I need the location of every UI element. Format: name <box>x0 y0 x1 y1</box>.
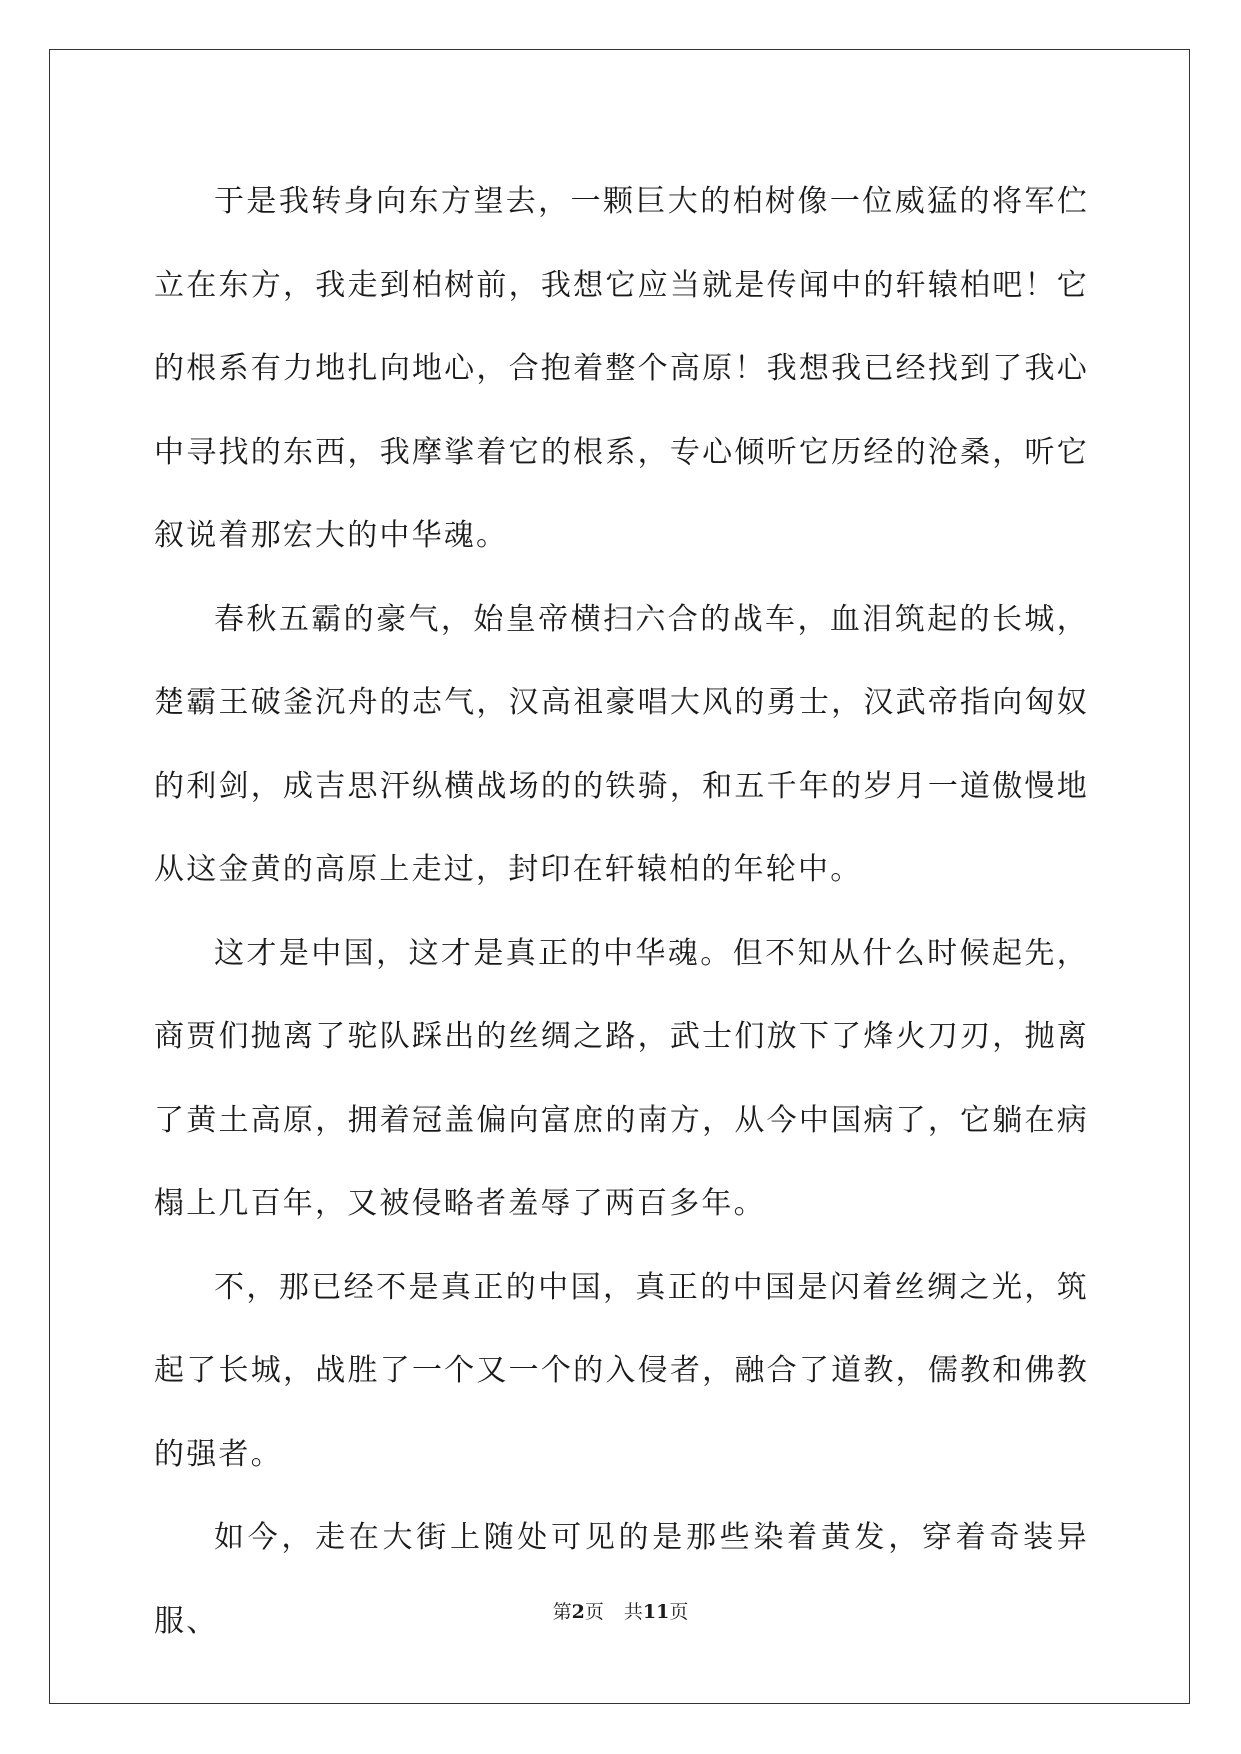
current-page-number: 2 <box>571 1601 585 1623</box>
page-footer <box>0 1597 1241 1624</box>
page-prefix: 第 <box>552 1601 572 1623</box>
paragraph-3: 这才是中国，这才是真正的中华魂。但不知从什么时候起先，商贾们抛离了驼队踩出的丝绸之路，武士们放下了烽火刀刃，抛离了黄土高原，拥着冠盖偏向富庶的南方，从今中国病了，它躺在病榻上几百年，又被侵略者羞辱了两百多年。 <box>154 935 1089 1221</box>
page-unit: 页 <box>584 1601 604 1623</box>
total-page-number: 11 <box>642 1601 670 1623</box>
paragraph-2: 春秋五霸的豪气，始皇帝横扫六合的战车，血泪筑起的长城，楚霸王破釜沉舟的志气，汉高祖豪唱大风的勇士，汉武帝指向匈奴的利剑，成吉思汗纵横战场的的铁骑，和五千年的岁月一道傲慢地从这金黄的高原上走过，封印在轩辕柏的年轮中。 <box>154 601 1089 887</box>
total-unit: 页 <box>669 1601 689 1623</box>
total-prefix: 共 <box>623 1601 643 1623</box>
paragraph-1: 于是我转身向东方望去，一颗巨大的柏树像一位威猛的将军伫立在东方，我走到柏树前，我想它应当就是传闻中的轩辕柏吧！它的根系有力地扎向地心，合抱着整个高原！我想我已经找到了我心中寻找的东西，我摩挲着它的根系，专心倾听它历经的沧桑，听它叙说着那宏大的中华魂。 <box>154 184 1089 553</box>
paragraph-5: 如今，走在大街上随处可见的是那些染着黄发，穿着奇装异服、 <box>154 1520 1089 1639</box>
paragraph-4: 不，那已经不是真正的中国，真正的中国是闪着丝绸之光，筑起了长城，战胜了一个又一个的入侵者，融合了道教，儒教和佛教的强者。 <box>154 1269 1089 1472</box>
document-body <box>154 160 1089 1663</box>
